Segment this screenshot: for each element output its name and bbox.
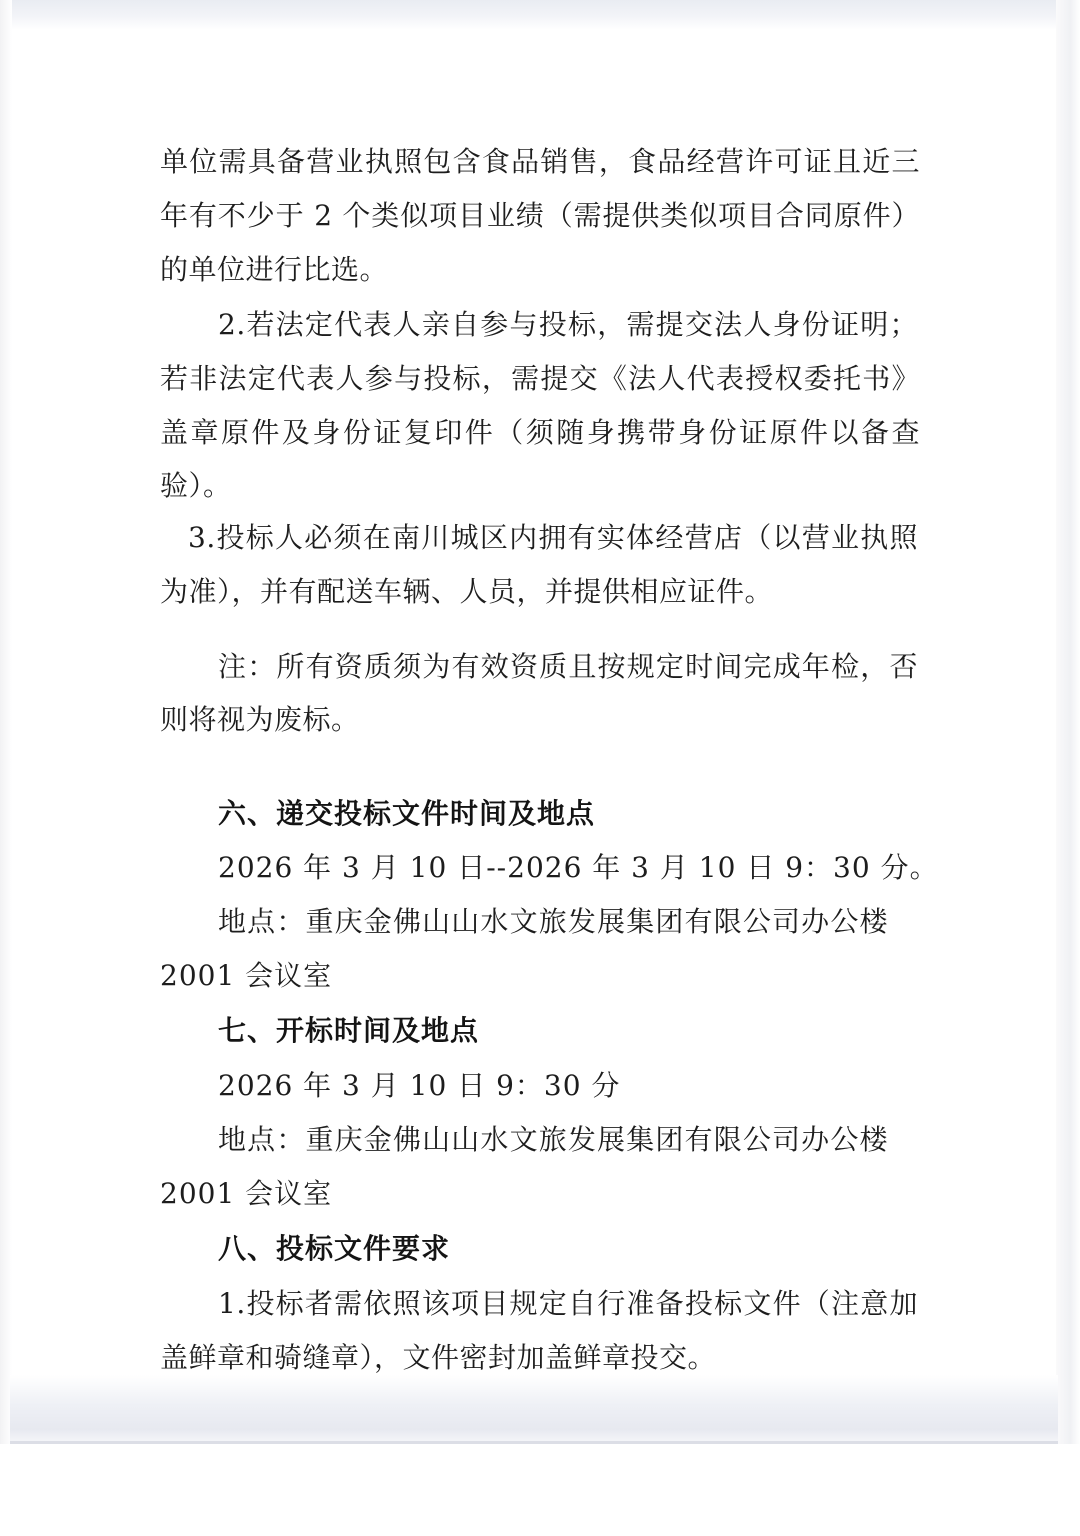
note-line-2: 则将视为废标。 xyxy=(160,703,360,736)
section-6-place-line-2: 2001 会议室 xyxy=(160,959,333,992)
paragraph-2-line-3: 盖章原件及身份证复印件（须随身携带身份证原件以备查 xyxy=(160,416,920,449)
section-7-heading: 七、开标时间及地点 xyxy=(218,1014,480,1047)
paragraph-1-line-1: 单位需具备营业执照包含食品销售，食品经营许可证且近三 xyxy=(160,145,920,178)
note-line-1: 注：所有资质须为有效资质且按规定时间完成年检，否 xyxy=(218,650,918,683)
paragraph-1-line-2: 年有不少于 2 个类似项目业绩（需提供类似项目合同原件） xyxy=(160,199,920,232)
scan-edge-right xyxy=(1056,0,1080,1536)
section-6-time: 2026 年 3 月 10 日--2026 年 3 月 10 日 9：30 分。 xyxy=(218,851,939,884)
paragraph-2-line-4: 验）。 xyxy=(160,469,232,502)
page-margin-bottom xyxy=(0,1444,1080,1536)
section-7-time: 2026 年 3 月 10 日 9：30 分 xyxy=(218,1069,621,1102)
paragraph-3-line-2: 为准），并有配送车辆、人员，并提供相应证件。 xyxy=(160,575,774,608)
section-8-item-1-line-2: 盖鲜章和骑缝章），文件密封加盖鲜章投交。 xyxy=(160,1341,717,1374)
section-8-item-1-line-1: 1.投标者需依照该项目规定自行准备投标文件（注意加 xyxy=(218,1287,918,1320)
scan-edge-bottom xyxy=(10,1375,1058,1443)
paragraph-2-line-1: 2.若法定代表人亲自参与投标，需提交法人身份证明； xyxy=(218,308,918,341)
section-7-place-line-1: 地点：重庆金佛山山水文旅发展集团有限公司办公楼 xyxy=(218,1123,888,1156)
scan-edge-left xyxy=(0,0,12,1536)
section-7-place-line-2: 2001 会议室 xyxy=(160,1177,333,1210)
section-6-place-line-1: 地点：重庆金佛山山水文旅发展集团有限公司办公楼 xyxy=(218,905,888,938)
paragraph-2-line-2: 若非法定代表人参与投标，需提交《法人代表授权委托书》 xyxy=(160,362,920,395)
section-6-heading: 六、递交投标文件时间及地点 xyxy=(218,797,596,830)
scan-edge-top xyxy=(10,0,1058,30)
paragraph-3-line-1: 3.投标人必须在南川城区内拥有实体经营店（以营业执照 xyxy=(188,521,918,554)
paragraph-1-line-3: 的单位进行比选。 xyxy=(160,253,389,286)
section-8-heading: 八、投标文件要求 xyxy=(218,1232,451,1265)
